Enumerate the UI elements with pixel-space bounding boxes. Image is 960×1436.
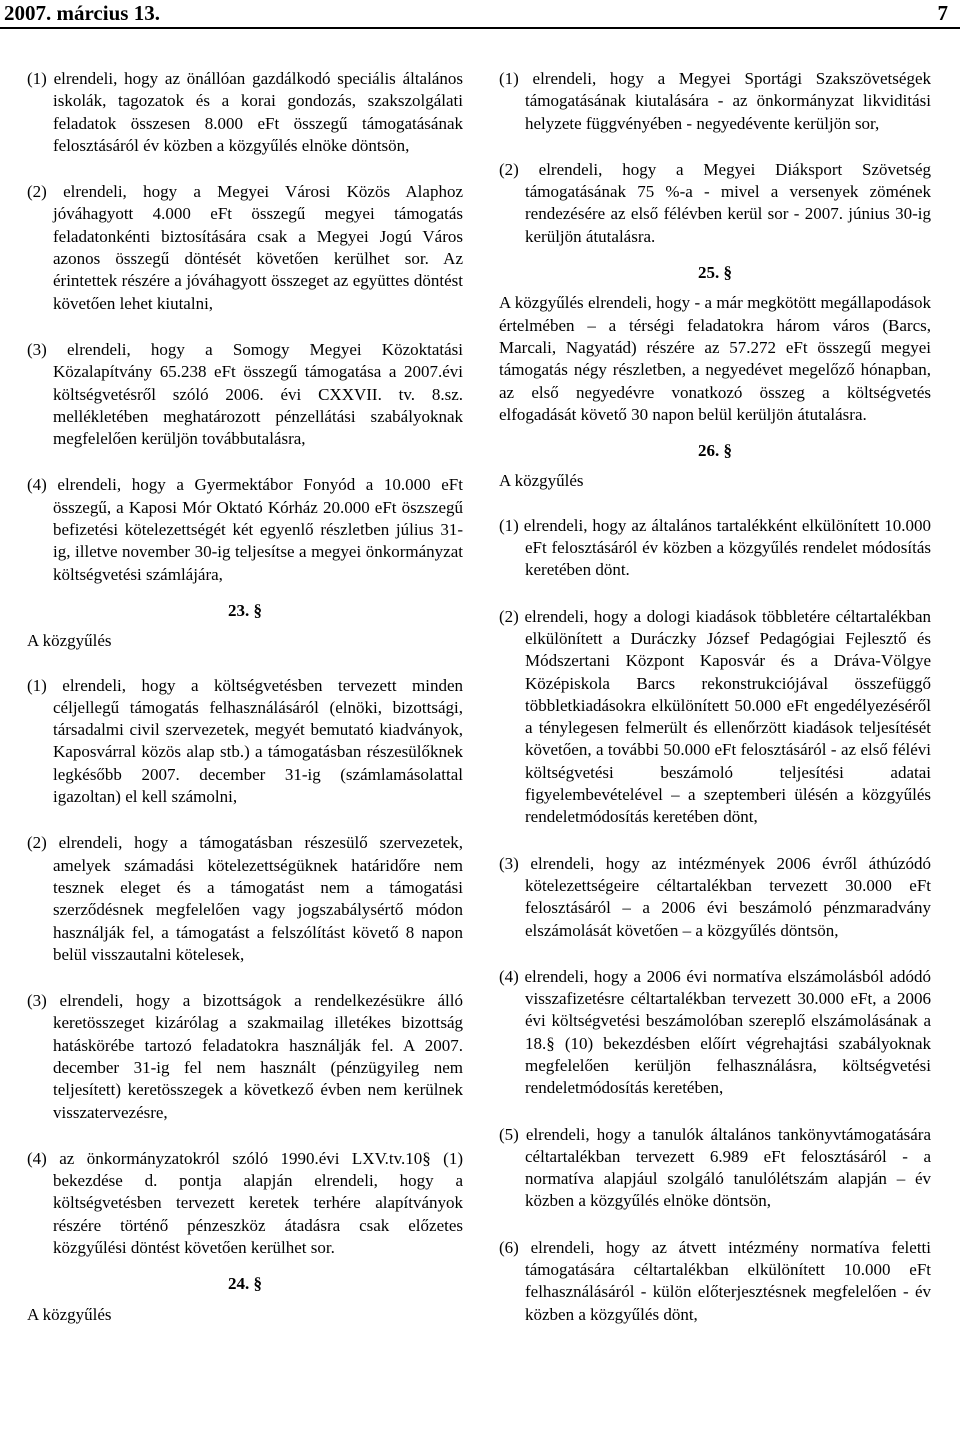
right-item-b3: (3) elrendeli, hogy az intézmények 2006 évről áthúzódó kötelezettségeire céltartalékban tervezett 30.000 eFt felosztásáról – a 2006 évi beszámoló pénzmaradvány elszámolását követően – a közgyűlés döntsön,	[499, 853, 931, 940]
left-item-a4: (4) elrendeli, hogy a Gyermektábor Fonyód a 10.000 eFt összegű, a Kaposi Mór Oktató Kórház 20.000 eFt öszszegű befizetési kötelezettségét két egyenlő részletben július 31-ig, illetve november 30-ig teljesítse a megyei önkormányzat költségvetési számlájára,	[27, 475, 463, 584]
section-26-intro: A közgyűlés	[499, 471, 584, 491]
left-column	[27, 68, 463, 1348]
section-24-intro: A közgyűlés	[27, 1304, 112, 1324]
left-item-b2: (2) elrendeli, hogy a támogatásban részesülő szervezetek, amelyek számadási kötelezettségüknek határidőre nem tesznek eleget és a támogatást nem a támogatási szerződésnek megfelelően vagy jogszabálysértő módon használják fel, a támogatást a felszólítást követő 8 napon belül visszautalni kötelesek,	[27, 833, 463, 964]
right-item-b6: (6) elrendeli, hogy az átvett intézmény normatíva feletti támogatására céltartalékban elkülönített 10.000 eFt felhasználásáról - külön előterjesztésnek megfelelően - év közben a közgyűlés dönt,	[499, 1237, 931, 1324]
left-item-b4: (4) az önkormányzatokról szóló 1990.évi LXV.tv.10§ (1) bekezdése d. pontja alapján elrendeli, hogy a költségvetésben tervezett keretek terhére alapítványok részére történő pénzeszköz átadásra csak előzetes közgyűlési döntést követően kerülhet sor.	[27, 1148, 463, 1258]
section-25-body: A közgyűlés elrendeli, hogy - a már megkötött megállapodások értelmében – a térségi feladatokra három város (Barcs, Marcali, Nagyatád) részére az 57.272 eFt összegű megyei támogatás négy részletben, a negyedévet megelőző hónapban, az első negyedévre vonatkozó összeg a költségvetés elfogadását követő 30 napon belül kerüljön átutalásra.	[499, 293, 931, 424]
header-rule	[0, 27, 960, 29]
section-25-heading: 25. §	[698, 263, 732, 283]
right-item-b4: (4) elrendeli, hogy a 2006 évi normatíva elszámolásból adódó visszafizetésre céltartalékban tervezett 30.000 eFt, a 2006 évi költségvetési beszámolóban szereplő elszámolásának a 18.§ (10) bekezdésben előírt végrehajtási szabályoknak megfelelően kerüljön felhasználásra, költségvetési rendeletmódosítás keretében,	[499, 966, 931, 1098]
header-date: 2007. március 13.	[4, 1, 160, 25]
left-item-a3: (3) elrendeli, hogy a Somogy Megyei Közoktatási Közalapítvány 65.238 eFt összegű támogatása a 2007.évi költségvetésről szóló 2006. évi CXXVII. tv. 8.sz. mellékletében meghatározott pénzellátási szabályoknak megfelelően kerüljön továbbutalásra,	[27, 339, 463, 449]
right-item-b5: (5) elrendeli, hogy a tanulók általános tankönyvtámogatására céltartalékban tervezett 6.989 eFt felosztásáról - a normatíva alapjául szolgáló tanulólétszám alapján – év közben a közgyűlés elnöke döntsön,	[499, 1124, 931, 1211]
right-item-a2: (2) elrendeli, hogy a Megyei Diáksport Szövetség támogatásának 75 %-a - mivel a versenyek zömének rendezésére az első félévben kerül sor - 2007. június 30-ig kerüljön átutalásra.	[499, 159, 931, 246]
right-column	[499, 68, 931, 1350]
section-23-heading: 23. §	[228, 600, 262, 620]
right-item-a1: (1) elrendeli, hogy a Megyei Sportági Szakszövetségek támogatásának kiutalására - az önkormányzat likviditási helyzete függvényében - negyedévente kerüljön sor,	[499, 69, 931, 133]
left-item-a1: (1) elrendeli, hogy az önállóan gazdálkodó speciális általános iskolák, tagozatok és a korai gondozás, szakszolgálati feladatok összesen 8.000 eFt összegű támogatásának felosztásáról év közben a közgyűlés elnöke döntsön,	[27, 69, 463, 155]
page-number: 7	[937, 1, 948, 25]
section-24-heading: 24. §	[228, 1274, 262, 1294]
right-item-b1: (1) elrendeli, hogy az általános tartalékként elkülönített 10.000 eFt felosztásáról év közben a közgyűlés rendelet módosítás keretében dönt.	[499, 515, 931, 580]
section-23-intro: A közgyűlés	[27, 631, 112, 651]
right-item-b2: (2) elrendeli, hogy a dologi kiadások többletére céltartalékban elkülönített a Duráczky József Pedagógiai Fejlesztő és Módszertani Központ Kaposvár és a Dráva-Völgye Középiskola Barcs rekonstrukciójával összefüggő többletkiadásokra elkülönített 50.000 eFt engedélyezéséről a ténylegesen felmerült és ellenőrzött kiadások teljesítését követően, a további 50.000 eFt felosztásáról - az első félévi költségvetési beszámoló teljesítési adatai figyelembevételével – a szeptemberi ülésén a közgyűlés rendeletmódosítás keretében dönt,	[499, 606, 931, 827]
left-item-a2: (2) elrendeli, hogy a Megyei Városi Közös Alaphoz jóváhagyott 4.000 eFt összegű megyei támogatás feladatonkénti biztosítására csak a Megyei Jogú Város azonos összegű döntését követően kerülhet sor. Az érintettek részére a jóváhagyott összeget az együttes döntést követően lehet kiutalni,	[27, 182, 463, 313]
left-item-b1: (1) elrendeli, hogy a költségvetésben tervezett minden céljellegű támogatás felhasználásáról (elnöki, bizottsági, társadalmi civil szervezetek, megyét bemutató kiadványok, Kaposvárral közös alap stb.) a támogatásban részesülőknek legkésőbb 2007. december 31-ig (számlamásolattal igazoltan) el kell számolni,	[27, 675, 463, 807]
section-26-heading: 26. §	[698, 441, 732, 461]
left-item-b3: (3) elrendeli, hogy a bizottságok a rendelkezésükre álló keretösszeget kizárólag a szakmailag illetékes bizottság hatáskörébe tartozó feladatokra használják fel. A 2007. december 31-ig fel nem használt (pénzügyileg nem teljesített) keretösszegek a következő évben nem kerülnek visszatervezésre,	[27, 991, 463, 1122]
